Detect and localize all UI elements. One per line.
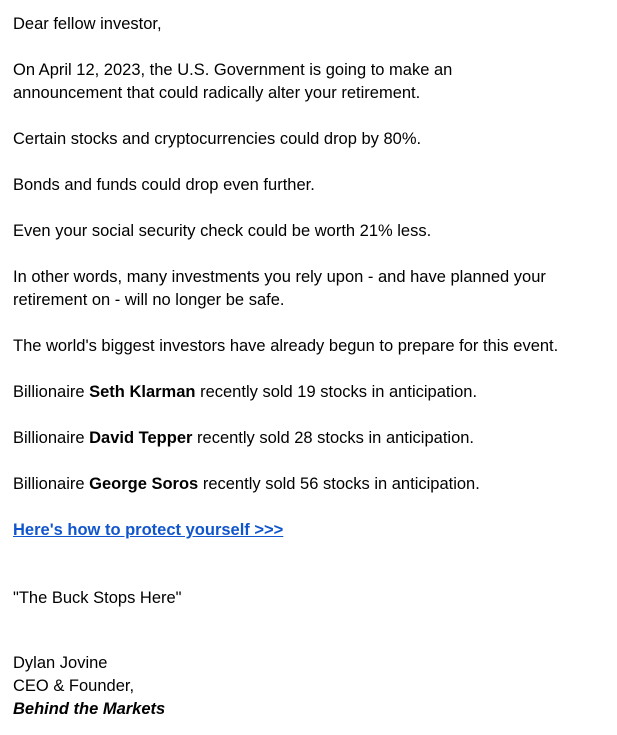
billionaire-name: George Soros [89,475,199,493]
billionaire-suffix: recently sold 28 stocks in anticipation. [192,429,475,447]
signature-title: CEO & Founder, [13,677,135,695]
investors-note: The world's biggest investors have already begun to prepare for this event. [13,337,559,355]
protect-link-paragraph [13,519,617,542]
signature-company: Behind the Markets [13,700,166,718]
conclusion-paragraph [13,266,617,312]
conclusion-line-1: In other words, many investments you rely upon - and have planned your [13,268,546,286]
billionaire-prefix: Billionaire [13,383,90,401]
social-security-warning: Even your social security check could be worth 21% less. [13,222,432,240]
billionaire-name: Seth Klarman [89,383,196,401]
billionaire-prefix: Billionaire [13,429,90,447]
billionaire-klarman-paragraph [13,381,617,404]
quote-text: "The Buck Stops Here" [13,589,182,607]
announcement-paragraph [13,59,617,105]
billionaire-tepper-paragraph [13,427,617,450]
stocks-warning: Certain stocks and cryptocurrencies could drop by 80%. [13,130,422,148]
billionaire-prefix: Billionaire [13,475,90,493]
billionaire-name: David Tepper [89,429,193,447]
billionaire-suffix: recently sold 56 stocks in anticipation. [198,475,480,493]
announcement-line-1: On April 12, 2023, the U.S. Government is going to make an [13,61,453,79]
signature-block [13,652,617,721]
protect-yourself-link[interactable]: Here's how to protect yourself >>> [13,521,284,539]
conclusion-line-2: retirement on - will no longer be safe. [13,291,285,309]
announcement-line-2: announcement that could radically alter your retirement. [13,84,421,102]
billionaire-soros-paragraph [13,473,617,496]
billionaire-suffix: recently sold 19 stocks in anticipation. [195,383,478,401]
bonds-warning: Bonds and funds could drop even further. [13,176,315,194]
greeting: Dear fellow investor, [13,15,162,33]
signature-name: Dylan Jovine [13,654,108,672]
